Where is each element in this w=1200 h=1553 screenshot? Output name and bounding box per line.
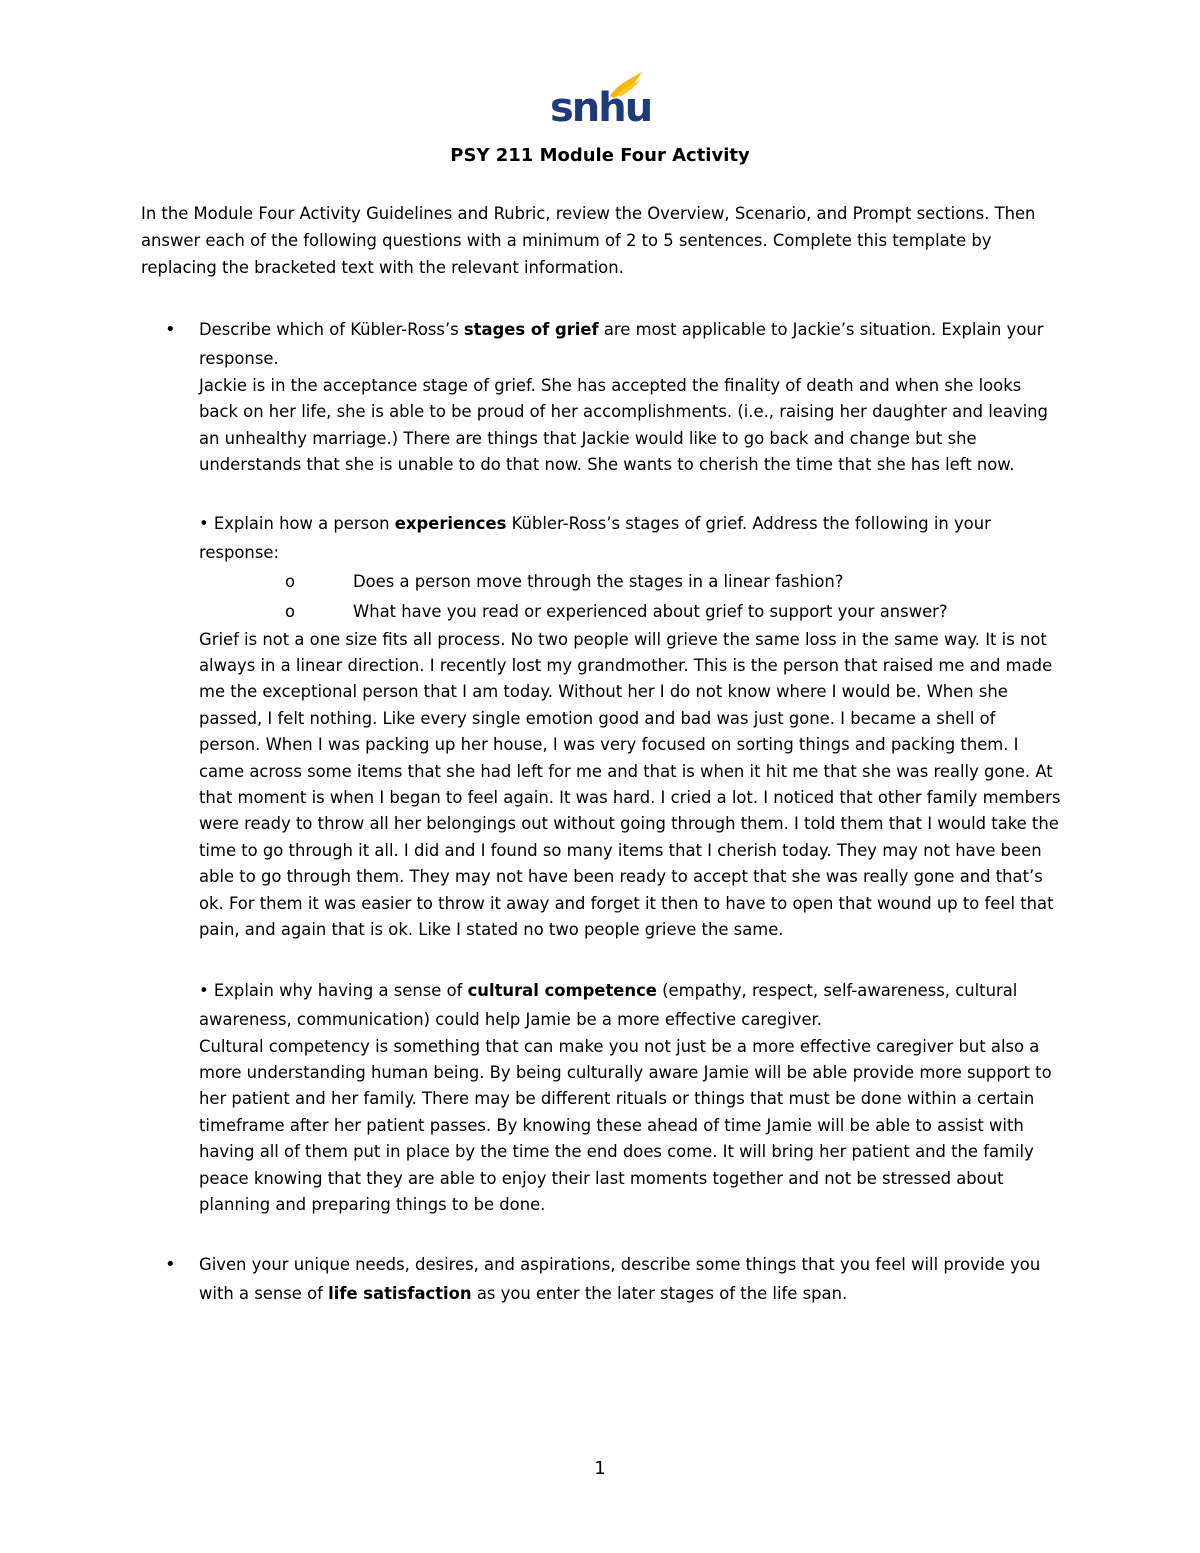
sub-bullet-icon: o [285,571,296,591]
question-3: • Explain why having a sense of cultural competence (empathy, respect, self-awareness, cultural awareness, communication) could help Jamie be a more effective caregiver. [199,980,1018,1029]
bullet-icon: • [165,1254,176,1276]
answer-3: Cultural competency is something that can make you not just be a more effective caregiver but also a more understanding human being. By being culturally aware Jamie will be able provide more support to her patient and her family. There may be different rituals or things that must be done within a certain timeframe after her patient passes. By knowing these ahead of time Jamie will be able to assist with having all of them put in place by the time the end does come. It will bring her patient and the family peace knowing that they are able to enjoy their last moments together and not be stressed about planning and preparing things to be done. [199,1036,1052,1214]
snhu-logo [550,70,650,134]
question-4: • Given your unique needs, desires, and aspirations, describe some things that you feel will provide you with a sense of life satisfaction as you enter the later stages of the life span. [141,1250,1061,1308]
intro-paragraph: In the Module Four Activity Guidelines and Rubric, review the Overview, Scenario, and Prompt sections. Then answer each of the following questions with a minimum of 2 to 5 sentences. Complete this template by replacing the bracketed text with the relevant information. [141,204,1036,277]
answer-2: Grief is not a one size fits all process. No two people will grieve the same loss in the same way. It is not always in a linear direction. I recently lost my grandmother. This is the person that raised me and made me the exceptional person that I am today. Without her I do not know where I would be. When she passed, I felt nothing. Like every single emotion good and bad was just gone. I became a shell of person. When I was packing up her house, I was very focused on sorting things and packing them. I came across some items that she had left for me and that is when it hit me that she was really gone. At that moment is when I began to feel again. It was hard. I cried a lot. I noticed that other family members were ready to throw all her belongings out without going through them. I told them that I would take the time to go through it all. I did and I found so many items that I cherish today. They may not have been able to go through them. They may not have been ready to accept that she was really gone and that’s ok. For them it was easier to throw it away and forget it then to have to open that wound up to feel that pain, and again that is ok. Like I stated no two people grieve the same. [199,629,1061,940]
question-2-bold: experiences [394,513,507,533]
document-body [141,200,1061,1308]
question-1-bold: stages of grief [463,320,599,339]
bullet-icon: • [165,319,176,340]
answer-1: Jackie is in the acceptance stage of grief. She has accepted the finality of death and when she looks back on her life, she is able to be proud of her accomplishments. (i.e., raising her daughter and leaving an unhealthy marriage.) There are things that Jackie would like to go back and change but she understands that she is unable to do that now. She wants to cherish the time that she has left now. [199,376,1048,475]
sub-bullet-icon: o [285,601,296,621]
question-4-bold: life satisfaction [328,1284,472,1304]
logo-wordmark: snhu [550,85,652,131]
question-3-bold: cultural competence [467,980,657,1000]
question-2-sub-2: o What have you read or experienced about grief to support your answer? [141,597,1061,627]
question-1: • Describe which of Kübler-Ross’s stages of grief are most applicable to Jackie’s situation. Explain your response. [141,315,1061,373]
question-2-sub-1: o Does a person move through the stages in a linear fashion? [141,567,1061,597]
question-2: • Explain how a person experiences Kübler-Ross’s stages of grief. Address the following in your response: [199,513,991,562]
page-title: PSY 211 Module Four Activity [450,145,750,166]
page-number: 1 [594,1458,606,1479]
